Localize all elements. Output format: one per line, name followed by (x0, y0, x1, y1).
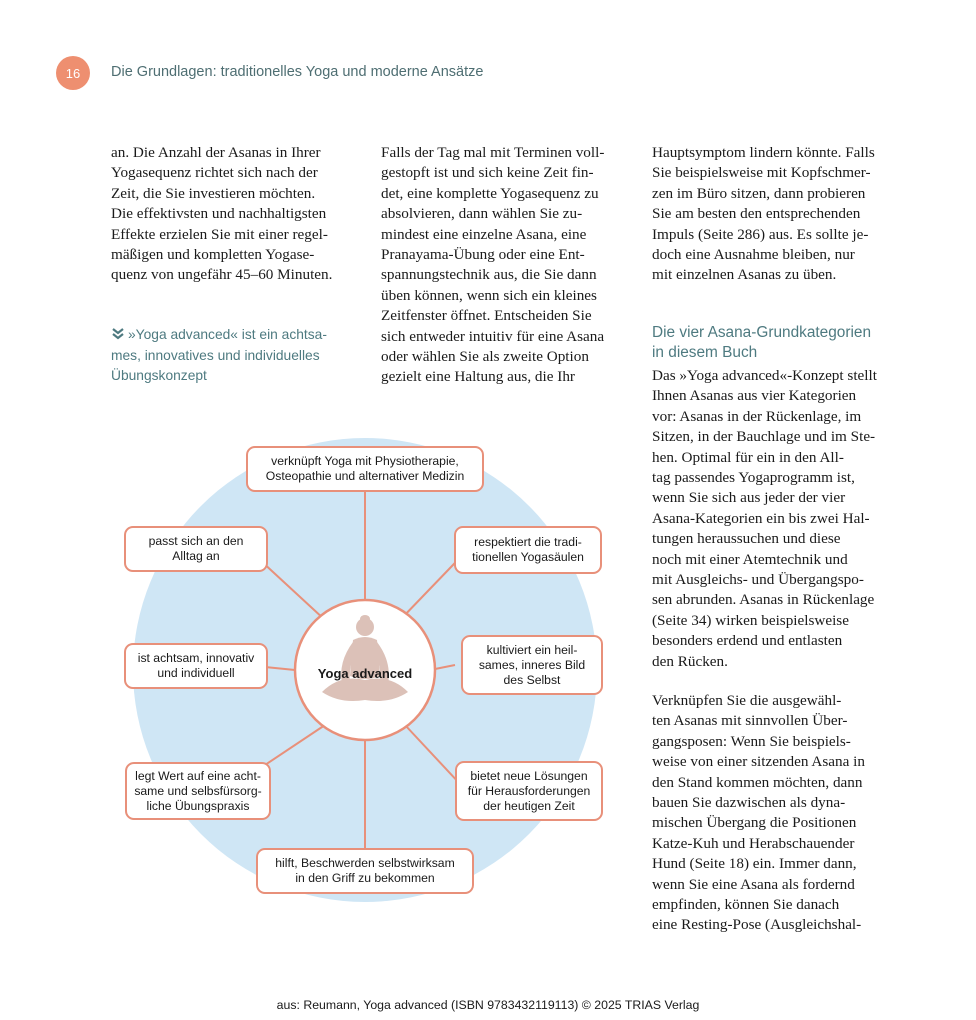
box-line: hilft, Beschwerden selbstwirksam (275, 856, 455, 870)
text-line: Verknüpfen Sie die ausgewähl- (652, 692, 842, 709)
box-everyday-life (124, 526, 268, 572)
subheading-line: Die vier Asana-Grundkategorien (652, 324, 872, 341)
box-line: verknüpft Yoga mit Physiotherapie, (271, 454, 459, 468)
text-line: mit Ausgleichs- und Übergangspo- (652, 571, 864, 589)
box-new-solutions (455, 761, 603, 821)
text-line: den Stand kommen möchten, dann (652, 773, 863, 791)
text-line: Impuls (Seite 286) aus. Es sollte je- (652, 225, 869, 243)
text-line: empfinden, können Sie danach (652, 896, 840, 914)
text-line: absolvieren, dann wählen Sie zu- (381, 205, 583, 223)
text-line: weise von einer sitzenden Asana in (652, 753, 865, 771)
text-line: oder wählen Sie als zweite Option (381, 348, 589, 366)
double-chevron-down-icon (111, 328, 125, 340)
text-line: mäßigen und kompletten Yogase- (111, 246, 315, 264)
column-3-paragraph-3 (652, 691, 865, 936)
highlight-line: Übungskonzept (111, 368, 207, 383)
text-line: vor: Asanas in der Rückenlage, im (652, 407, 862, 425)
text-line: hen. Optimal für ein in den All- (652, 448, 844, 466)
text-line: noch mit einer Atemtechnik und (652, 550, 848, 568)
box-line: bietet neue Lösungen (470, 768, 588, 783)
box-mindful-innovative (124, 643, 268, 689)
box-self-care (125, 762, 271, 820)
box-line: für Herausforderungen (467, 783, 591, 798)
box-line: passt sich an den (148, 534, 244, 548)
text-line: den Rücken. (652, 652, 728, 670)
highlight-text: »Yoga advanced« ist ein achtsa- (128, 327, 327, 342)
text-line: besonders erdend und entlasten (652, 632, 843, 650)
text-line: Hauptsymptom lindern könnte. Falls (652, 144, 875, 161)
box-traditional-pillars (454, 526, 602, 574)
text-line: bauen Sie dazwischen als dyna- (652, 794, 846, 812)
column-1-text (111, 143, 332, 286)
box-line: des Selbst (503, 672, 561, 687)
text-line: Sie am besten den entsprechenden (652, 205, 861, 223)
text-line: mischen Übergang die Positionen (652, 814, 857, 832)
text-line: det, eine komplette Yogasequenz zu (381, 184, 599, 202)
highlight-line (111, 325, 351, 346)
text-line: tag passendes Yogaprogramm ist, (652, 469, 855, 487)
text-line: Yogasequenz richtet sich nach der (111, 164, 318, 182)
text-line: zen im Büro sitzen, dann probieren (652, 184, 866, 202)
text-line: Sie beispielsweise mit Kopfschmer- (652, 164, 871, 182)
text-line: sich entweder intuitiv für eine Asana (381, 327, 605, 345)
column-3-paragraph-2 (652, 366, 877, 672)
text-line: Falls der Tag mal mit Terminen voll- (381, 144, 605, 161)
text-line: ten Asanas mit sinnvollen Über- (652, 712, 848, 730)
box-line: respektiert die tradi- (474, 535, 582, 549)
subheading-line: in diesem Buch (652, 344, 758, 361)
text-line: Effekte erzielen Sie mit einer regel- (111, 225, 328, 243)
text-line: mindest eine einzelne Asana, eine (381, 225, 587, 243)
box-line: tionellen Yogasäulen (472, 550, 584, 564)
highlight-note (111, 325, 351, 387)
column-3-text (652, 143, 875, 286)
highlight-line: mes, innovatives und individuelles (111, 347, 320, 363)
text-line: wenn Sie eine Asana als fordernd (652, 875, 855, 893)
box-line: liche Übungspraxis (146, 798, 250, 813)
running-head: Die Grundlagen: traditionelles Yoga und moderne Ansätze (111, 64, 484, 80)
footer-credit: aus: Reumann, Yoga advanced (ISBN 9783432119113) © 2025 TRIAS Verlag (276, 998, 700, 1012)
text-line: eine Resting-Pose (Ausgleichshal- (652, 916, 862, 934)
box-physiotherapy (246, 446, 484, 492)
text-line: Pranayama-Übung oder eine Ent- (381, 246, 585, 264)
text-line: gezielt eine Haltung aus, die Ihr (381, 368, 575, 386)
text-line: sen abrunden. Asanas in Rückenlage (652, 591, 875, 609)
text-line: Katze-Kuh und Herabschauender (652, 834, 855, 852)
text-line: spannungstechnik aus, die Sie dann (381, 266, 597, 284)
box-line: und individuell (157, 666, 235, 680)
text-line: Das »Yoga advanced«-Konzept stellt (652, 367, 877, 384)
box-line: Osteopathie und alternativer Medizin (265, 469, 465, 483)
text-line: mit einzelnen Asanas zu üben. (652, 266, 837, 284)
text-line: gestopft ist und sich keine Zeit fin- (381, 164, 594, 182)
text-line: doch eine Ausnahme bleiben, nur (652, 246, 855, 264)
text-line: Asana-Kategorien ein bis zwei Hal- (652, 509, 870, 527)
box-inner-image (461, 635, 603, 695)
text-line: Zeit, die Sie investieren möchten. (111, 184, 316, 202)
text-line: Die effektivsten und nachhaltigsten (111, 205, 327, 223)
box-line: der heutigen Zeit (483, 798, 575, 813)
text-line: gangsposen: Wenn Sie beispiels- (652, 732, 851, 750)
text-line: quenz von ungefähr 45–60 Minuten. (111, 266, 333, 284)
page-number: 16 (65, 65, 81, 81)
text-line: üben können, wenn sich ein kleines (381, 286, 597, 304)
page-number-badge (56, 56, 90, 90)
yoga-advanced-diagram (110, 430, 630, 910)
box-line: in den Griff zu bekommen (295, 871, 435, 885)
box-line: sames, inneres Bild (478, 657, 586, 672)
center-label: Yoga advanced (317, 666, 413, 681)
box-self-efficacy (256, 848, 474, 894)
text-line: tungen heraussuchen und diese (652, 530, 841, 548)
text-line: Sitzen, in der Bauchlage und im Ste- (652, 428, 876, 446)
column-2-text (381, 143, 604, 388)
text-line: Ihnen Asanas aus vier Kategorien (652, 387, 857, 405)
box-line: kultiviert ein heil- (486, 642, 578, 657)
box-line: legt Wert auf eine acht- (135, 768, 261, 783)
text-line: Hund (Seite 18) ein. Immer dann, (652, 855, 857, 873)
text-line: an. Die Anzahl der Asanas in Ihrer (111, 144, 321, 161)
box-line: ist achtsam, innovativ (137, 651, 255, 665)
text-line: wenn Sie sich aus jeder der vier (652, 489, 846, 507)
text-line: Zeitfenster öffnet. Entscheiden Sie (381, 307, 592, 325)
box-line: Alltag an (172, 549, 220, 563)
text-line: (Seite 34) wirken beispielsweise (652, 611, 849, 629)
box-line: same und selbsfürsorg- (134, 783, 262, 798)
section-subheading (652, 323, 871, 363)
